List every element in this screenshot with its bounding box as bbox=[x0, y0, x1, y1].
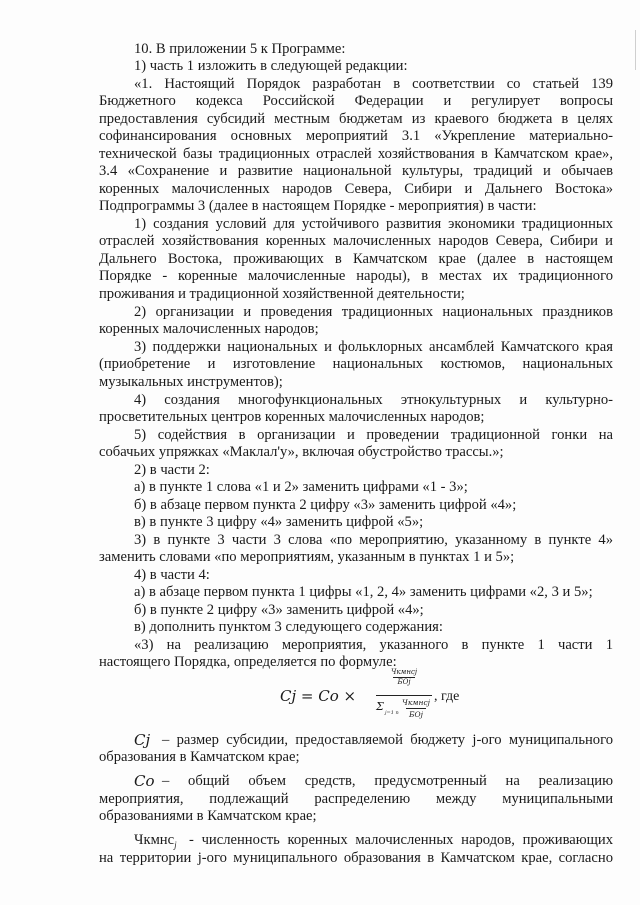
sum-symbol: Σ bbox=[376, 700, 384, 713]
text-line: а) в пункте 1 слова «1 и 2» заменить цифрами «1 - 3»; bbox=[134, 479, 468, 495]
text-line: б) в пункте 2 цифру «3» заменить цифрой «4»; bbox=[134, 602, 424, 618]
text-line: мероприятия, подлежащий распределению между муниципальными bbox=[99, 791, 613, 807]
symbol-chkmns: Чкмнс bbox=[134, 832, 175, 848]
text-line: коренных малочисленных народов Севера, Сибири и Дальнего Востока» bbox=[99, 181, 613, 197]
text-line: просветительных центров коренных малочисленных народов; bbox=[99, 409, 485, 425]
text-line: софинансирования основных мероприятий 3.1 «Укрепление материально- bbox=[99, 128, 613, 144]
formula-fraction bbox=[376, 668, 432, 728]
text-line: - численность коренных малочисленных народов, проживающих bbox=[189, 832, 613, 848]
numerator-top: Чкмнсj bbox=[390, 668, 418, 676]
text-line: 3) поддержки национальных и фольклорных ансамблей Камчатского края bbox=[134, 339, 613, 355]
numerator-bottom: БОj bbox=[397, 678, 411, 686]
denominator-inner-bar bbox=[406, 708, 426, 709]
text-line: Бюджетного кодекса Российской Федерации и регулирует вопросы bbox=[99, 93, 613, 109]
text-line: Дальнего Востока, проживающих в Камчатском крае (далее в настоящем bbox=[99, 251, 613, 267]
definition-co bbox=[134, 773, 613, 791]
text-line: настоящего Порядка, определяется по формуле: bbox=[99, 654, 397, 670]
text-line: собачьих упряжках «Маклал'у», включая обустройство трассы.»; bbox=[99, 444, 504, 460]
denominator-bottom: БОj bbox=[409, 710, 423, 719]
text-line: заменить словами «по мероприятиям, указанным в пунктах 1 и 5»; bbox=[99, 549, 515, 565]
symbol-cj: Cj bbox=[134, 731, 151, 749]
text-line: 4) в части 4: bbox=[134, 567, 210, 583]
formula-tail: , где bbox=[434, 689, 460, 704]
fraction-bar bbox=[376, 695, 432, 696]
text-line: отраслей хозяйствования коренных малочисленных народов Севера, Сибири и bbox=[99, 233, 613, 249]
text-line: 3.4 «Сохранение и развитие национальной культуры, традиций и обычаев bbox=[99, 163, 613, 179]
text-line: коренных малочисленных народов; bbox=[99, 321, 319, 337]
scan-edge bbox=[635, 30, 636, 70]
text-line: 2) в части 2: bbox=[134, 462, 210, 478]
text-line: «1. Настоящий Порядок разработан в соответствии со статьей 139 bbox=[134, 76, 613, 92]
text-line: – общий объем средств, предусмотренный на реализацию bbox=[162, 773, 613, 789]
text-line: «3) на реализацию мероприятия, указанного в пункте 1 части 1 bbox=[134, 637, 613, 653]
sum-limits: j=1 n bbox=[385, 710, 399, 716]
text-line: на территории j-ого муниципального образования в Камчатском крае, согласно bbox=[99, 850, 613, 866]
text-line: образованиями в Камчатском крае; bbox=[99, 808, 317, 824]
text-line: музыкальных инструментов); bbox=[99, 374, 283, 390]
subsidy-formula bbox=[280, 668, 480, 728]
text-line: 3) в пункте 3 части 3 слова «по мероприятию, указанному в пункте 4» bbox=[134, 532, 613, 548]
text-line: в) дополнить пунктом 3 следующего содержания: bbox=[134, 619, 443, 635]
text-line: образования в Камчатском крае; bbox=[99, 749, 300, 765]
text-line: 4) создания многофункциональных этнокультурных и культурно- bbox=[134, 392, 613, 408]
text-line: – размер субсидии, предоставляемой бюджету j-ого муниципального bbox=[162, 732, 613, 748]
text-line: (приобретение и изготовление национальных костюмов, национальных bbox=[99, 356, 613, 372]
text-line: 1) создания условий для устойчивого развития экономики традиционных bbox=[134, 216, 613, 232]
text-line: Порядке - коренные малочисленные народы), в местах их традиционного bbox=[99, 268, 613, 284]
text-line: Подпрограммы 3 (далее в настоящем Порядке - мероприятия) в части: bbox=[99, 198, 537, 214]
text-line: 2) организации и проведения традиционных национальных праздников bbox=[134, 304, 613, 320]
definition-cj bbox=[134, 732, 613, 750]
symbol-chkmns-index: j bbox=[174, 839, 177, 850]
formula-lhs: Cj = Co × bbox=[280, 687, 357, 705]
formula-numerator bbox=[376, 668, 432, 687]
text-line: в) в пункте 3 цифру «4» заменить цифрой «5»; bbox=[134, 514, 424, 530]
text-line: проживания и традиционной хозяйственной деятельности; bbox=[99, 286, 465, 302]
text-line: предоставления субсидий местным бюджетам из краевого бюджета в целях bbox=[99, 111, 613, 127]
text-line: 1) часть 1 изложить в следующей редакции: bbox=[134, 58, 408, 74]
text-line: а) в абзаце первом пункта 1 цифры «1, 2, 4» заменить цифрами «2, 3 и 5»; bbox=[134, 584, 593, 600]
text-line: технической базы традиционных отраслей хозяйствования в Камчатском крае», bbox=[99, 146, 613, 162]
denominator-top: Чкмнсj bbox=[402, 698, 430, 707]
text-line: 10. В приложении 5 к Программе: bbox=[134, 41, 346, 57]
text-line: 5) содействия в организации и проведении традиционной гонки на bbox=[134, 427, 613, 443]
text-line: б) в абзаце первом пункта 2 цифру «3» заменить цифрой «4»; bbox=[134, 497, 517, 513]
symbol-co: Co bbox=[134, 772, 155, 790]
